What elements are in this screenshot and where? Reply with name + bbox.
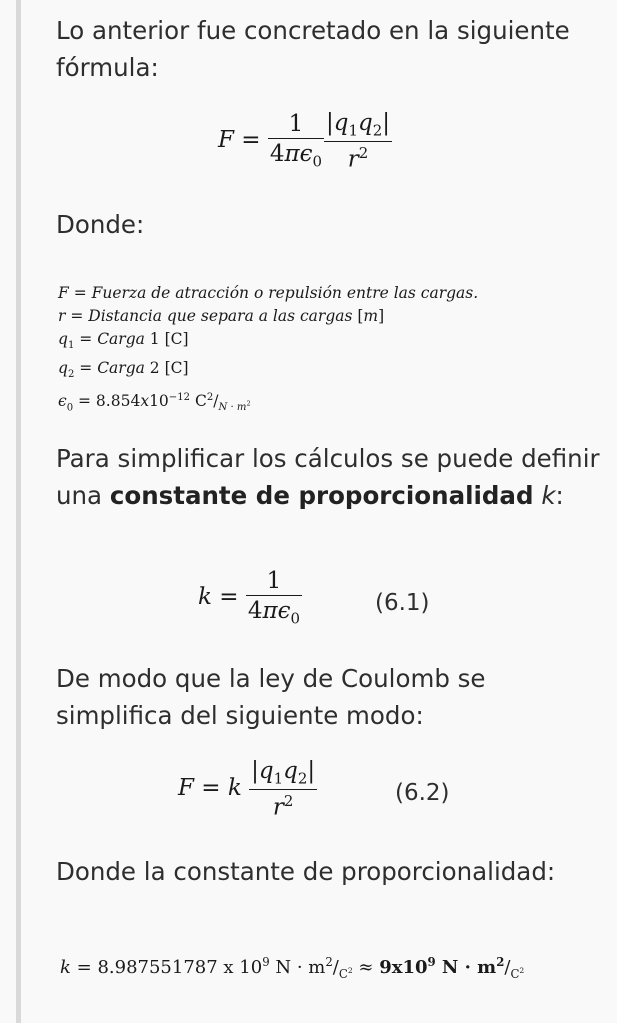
k-value-formula: k = 8.987551787 x $10^9$ $N \cdot m^2/_{C^2} \approx 9x10^9$ $N \cdot m^2/_{C^2}$	[60, 955, 525, 981]
simplify-paragraph: Para simplificar los cálculos se puede definir una constante de proporcionalidad k:	[56, 444, 600, 510]
definition-r: r = Distancia que separa a las cargas [m]	[58, 307, 385, 325]
definition-q2: $q_2$ = Carga 2 [C]	[58, 359, 189, 381]
intro-paragraph: Lo anterior fue concretado en la siguiente fórmula:	[56, 16, 570, 82]
k-definition-formula: k = $\frac{1}{4\pi\epsilon_0}$	[198, 568, 301, 628]
coulomb-simplified-paragraph: De modo que la ley de Coulomb se simplifica del siguiente modo:	[56, 664, 486, 730]
equation-number-6-1: (6.1)	[375, 590, 430, 616]
equation-number-6-2: (6.2)	[395, 780, 450, 806]
left-border	[16, 0, 21, 1023]
constant-paragraph: Donde la constante de proporcionalidad:	[56, 857, 556, 886]
simplified-coulomb-formula: F = k $\frac{|q_1q_2|}{r^2}$	[178, 758, 316, 821]
coulomb-formula: F = $\frac{1}{4\pi\epsilon_0}$ $\frac{|q_1q_2|}{r^2}$	[218, 110, 391, 173]
definition-epsilon: $\epsilon_0 = 8.854x10^{-12}$ $C^2/_{N \cdot m^2}$	[58, 392, 251, 414]
definition-F: F = Fuerza de atracción o repulsión entre las cargas.	[58, 284, 479, 302]
definition-q1: $q_1$ = Carga 1 [C]	[58, 330, 189, 352]
donde-label: Donde:	[56, 210, 145, 239]
definitions-list	[58, 282, 478, 419]
